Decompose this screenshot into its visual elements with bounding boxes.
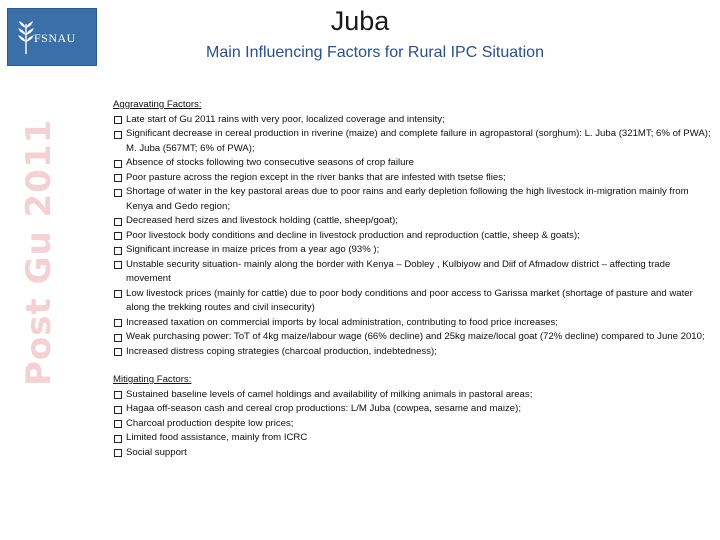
list-item [113,431,711,446]
list-item [113,258,711,287]
list-item-text: Limited food assistance, mainly from ICRC [126,432,308,443]
list-item-text: Poor livestock body conditions and decline in livestock production and reproduction (cattle, sheep & goats); [126,229,580,241]
checkbox-bullet-icon [114,420,122,428]
mitigating-heading: Mitigating Factors: [113,374,192,385]
checkbox-bullet-icon [114,319,122,327]
list-item-text: Significant decrease in cereal production in riverine (maize) and complete failure in agropastoral (sorghum): L. Juba (321MT; 6% of PWA); M. Juba (567MT; 6% of PWA); [126,128,711,154]
checkbox-bullet-icon [114,406,122,414]
list-item [113,171,711,186]
list-item [113,127,711,156]
list-item-text: Weak purchasing power: ToT of 4kg maize/labour wage (66% decline) and 25kg maize/local goat (72% decline) compared to June 2010; [126,331,705,342]
list-item [113,446,711,461]
checkbox-bullet-icon [114,189,122,197]
list-item [113,402,711,417]
checkbox-bullet-icon [114,160,122,168]
list-item [113,345,711,360]
logo-text: FSNAU [34,31,76,45]
checkbox-bullet-icon [114,218,122,226]
checkbox-bullet-icon [114,290,122,298]
mitigating-list [113,388,711,461]
content-body [113,98,711,460]
list-item-text: Charcoal production despite low prices; [126,417,294,429]
list-item-text: Significant increase in maize prices from a year ago (93% ); [126,244,380,255]
list-item [113,243,711,258]
list-item-text: Decreased herd sizes and livestock holding (cattle, sheep/goat); [126,215,398,226]
list-item-text: Social support [126,446,187,458]
list-item-text: Shortage of water in the key pastoral areas due to poor rains and early depletion following the high livestock in-migration mainly from Kenya and Gedo region; [126,186,689,212]
checkbox-bullet-icon [114,348,122,356]
list-item-text: Late start of Gu 2011 rains with very poor, localized coverage and intensity; [126,113,445,125]
checkbox-bullet-icon [114,435,122,443]
list-item [113,185,711,214]
checkbox-bullet-icon [114,232,122,240]
list-item [113,113,711,128]
list-item [113,330,711,345]
list-item-text: Unstable security situation- mainly along the border with Kenya – Dobley , Kulbiyow and Diif of Afmadow district – affecting trade movement [126,258,671,284]
list-item-text: Increased taxation on commercial imports by local administration, contributing to food price increases; [126,316,558,328]
list-item [113,316,711,331]
checkbox-bullet-icon [114,247,122,255]
list-item [113,388,711,403]
checkbox-bullet-icon [114,261,122,269]
aggravating-heading: Aggravating Factors: [113,99,202,110]
aggravating-list [113,113,711,360]
list-item [113,417,711,432]
list-item-text: Poor pasture across the region except in the river banks that are infested with tsetse flies; [126,171,506,183]
list-item [113,229,711,244]
side-label: Post Gu 2011 [19,118,59,386]
list-item-text: Absence of stocks following two consecutive seasons of crop failure [126,157,414,168]
page-subtitle: Main Influencing Factors for Rural IPC Situation [206,44,544,61]
checkbox-bullet-icon [114,174,122,182]
list-item-text: Increased distress coping strategies (charcoal production, indebtedness); [126,345,437,357]
page-title: Juba [330,6,390,36]
checkbox-bullet-icon [114,116,122,124]
list-item [113,287,711,316]
checkbox-bullet-icon [114,391,122,399]
checkbox-bullet-icon [114,334,122,342]
list-item [113,214,711,229]
list-item [113,156,711,171]
list-item-text: Low livestock prices (mainly for cattle) due to poor body conditions and poor access to Garissa market (shortage of pasture and water along the trekking routes and civil insecurity) [126,287,693,313]
list-item-text: Sustained baseline levels of camel holdings and availability of milking animals in pastoral areas; [126,388,533,400]
checkbox-bullet-icon [114,449,122,457]
checkbox-bullet-icon [114,131,122,139]
list-item-text: Hagaa off-season cash and cereal crop productions: L/M Juba (cowpea, sesame and maize); [126,403,521,414]
